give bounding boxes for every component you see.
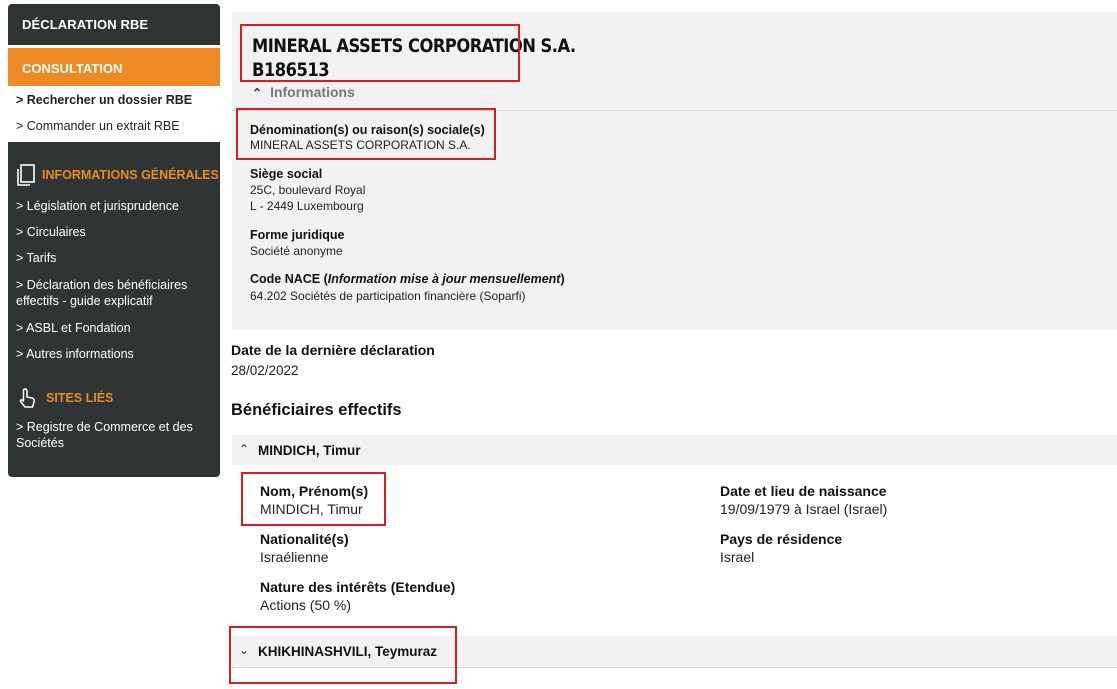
search-rbe-link[interactable]: > Rechercher un dossier RBE [16, 93, 193, 107]
interets-label: Nature des intérêts (Etendue) [260, 579, 456, 595]
naissance-value: 19/09/1979 à Israel (Israel) [720, 501, 888, 517]
residence-value: Israel [720, 549, 755, 565]
nationalite-value: Israélienne [260, 549, 329, 565]
sidebar-item-guide[interactable]: > Déclaration des bénéficiaires effectifs - guide explicatif [16, 278, 188, 308]
nationalite-label: Nationalité(s) [260, 531, 349, 547]
company-name: MINERAL ASSETS CORPORATION S.A. [252, 35, 576, 57]
sidebar-item-rcs[interactable]: > Registre de Commerce et des Sociétés [16, 420, 193, 450]
order-extract-link[interactable]: > Commander un extrait RBE [16, 119, 180, 133]
naissance-label: Date et lieu de naissance [720, 483, 887, 499]
pointer-hand-icon [16, 386, 40, 410]
residence-label: Pays de résidence [720, 531, 843, 547]
sidebar-declaration[interactable] [8, 4, 220, 45]
general-info-heading: INFORMATIONS GÉNÉRALES [16, 164, 219, 186]
highlight-company-title [240, 24, 520, 82]
denomination-label: Dénomination(s) ou raison(s) sociale(s) [250, 123, 485, 137]
siege-line2: L - 2449 Luxembourg [250, 199, 364, 213]
sidebar-consultation[interactable] [8, 48, 220, 86]
beneficiaries-title: Bénéficiaires effectifs [231, 401, 402, 419]
highlight-khikhinashvili [229, 626, 457, 684]
sidebar-item-asbl[interactable]: > ASBL et Fondation [16, 321, 131, 335]
nom-label: Nom, Prénom(s) [260, 483, 369, 499]
nace-value: 64.202 Sociétés de participation financière (Soparfi) [250, 289, 526, 303]
siege-line1: 25C, boulevard Royal [250, 183, 366, 197]
forme-value: Société anonyme [250, 244, 343, 258]
denomination-value: MINERAL ASSETS CORPORATION S.A. [250, 138, 471, 152]
highlight-denomination [236, 108, 496, 160]
interets-value: Actions (50 %) [260, 597, 352, 613]
highlight-nom [241, 472, 386, 526]
sidebar-item-legislation[interactable]: > Législation et jurisprudence [16, 199, 179, 213]
last-declaration-label: Date de la dernière déclaration [231, 342, 435, 358]
forme-label: Forme juridique [250, 228, 345, 242]
documents-icon [16, 164, 36, 186]
sidebar-consultation-label: CONSULTATION [22, 61, 123, 76]
sidebar-item-autres[interactable]: > Autres informations [16, 347, 134, 361]
last-declaration-date: 28/02/2022 [231, 363, 299, 378]
sites-heading: SITES LIÉS [16, 386, 113, 410]
company-number: B186513 [252, 59, 330, 81]
nom-value: MINDICH, Timur [260, 501, 363, 517]
informations-toggle[interactable]: ⌃ Informations [252, 84, 355, 100]
sidebar-item-tarifs[interactable]: > Tarifs [16, 251, 57, 265]
chevron-down-icon: ⌄ [239, 643, 250, 657]
chevron-up-icon: ⌃ [252, 86, 263, 100]
sidebar-declaration-label: DÉCLARATION RBE [22, 17, 149, 32]
sidebar-general-panel [8, 142, 220, 477]
chevron-up-icon: ⌃ [239, 442, 250, 456]
person-header-khikhinashvili[interactable]: ⌄ KHIKHINASHVILI, Teymuraz [232, 636, 1117, 666]
siege-label: Siège social [250, 167, 323, 181]
person-header-mindich[interactable]: ⌃ MINDICH, Timur [232, 435, 1117, 465]
nace-label: Code NACE (Information mise à jour mensuellement) [250, 272, 565, 286]
sidebar-item-circulaires[interactable]: > Circulaires [16, 225, 86, 239]
